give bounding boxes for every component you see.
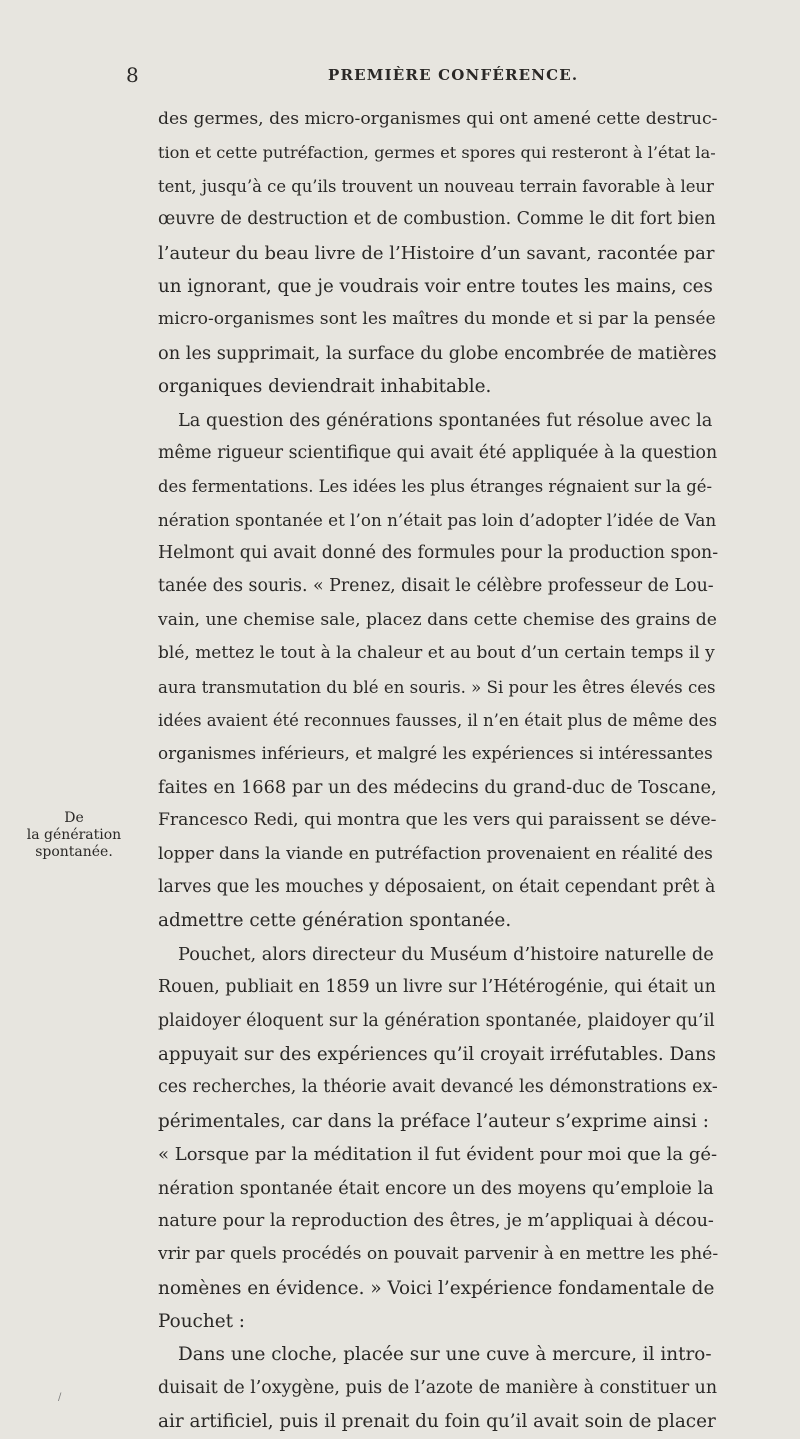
text-line: organiques deviendrait inhabitable. [158, 376, 492, 398]
margin-note-line: spontanée. [35, 844, 113, 860]
text-line: tent, jusqu’à ce qu’ils trouvent un nouveau terrain favorable à leur [158, 176, 714, 196]
text-line: des fermentations. Les idées les plus étranges régnaient sur la gé- [158, 477, 712, 497]
text-line: l’auteur du beau livre de l’Histoire d’un savant, racontée par [158, 242, 715, 264]
text-line: air artificiel, puis il prenait du foin qu’il avait soin de placer [158, 1411, 716, 1433]
text-line: Pouchet, alors directeur du Muséum d’histoire naturelle de [178, 943, 714, 965]
text-line: faites en 1668 par un des médecins du grand-duc de Toscane, [158, 776, 717, 798]
text-line: idées avaient été reconnues fausses, il n’en était plus de même des [158, 711, 718, 731]
text-line: blé, mettez le tout à la chaleur et au bout d’un certain temps il y [158, 643, 715, 664]
margin-note-line: De [64, 810, 84, 826]
text-line: larves que les mouches y déposaient, on était cependant prêt à [158, 876, 716, 897]
text-line: vain, une chemise sale, placez dans cette chemise des grains de [158, 609, 717, 630]
margin-note [18, 810, 130, 861]
text-line: micro-organismes sont les maîtres du monde et si par la pensée [158, 309, 716, 330]
text-line: œuvre de destruction et de combustion. Comme le dit fort bien [158, 209, 716, 230]
text-line: appuyait sur des expériences qu’il croyait irréfutables. Dans [158, 1043, 716, 1065]
text-line: ces recherches, la théorie avait devancé les démonstrations ex- [158, 1077, 718, 1098]
text-line: périmentales, car dans la préface l’auteur s’exprime ainsi : [158, 1110, 709, 1132]
page-number: 8 [126, 63, 139, 87]
margin-note-line: la génération [26, 827, 122, 843]
text-line: tion et cette putréfaction, germes et spores qui resteront à l’état la- [158, 143, 716, 163]
text-line: lopper dans la viande en putréfaction provenaient en réalité des [158, 843, 713, 864]
text-line: un ignorant, que je voudrais voir entre toutes les mains, ces [158, 275, 713, 297]
text-line: nération spontanée et l’on n’était pas loin d’adopter l’idée de Van [158, 509, 717, 530]
running-title: PREMIÈRE CONFÉRENCE. [328, 66, 579, 84]
text-line: tanée des souris. « Prenez, disait le célèbre professeur de Lou- [158, 576, 714, 597]
page-header [0, 60, 800, 90]
text-line: Francesco Redi, qui montra que les vers qui paraissent se déve- [158, 810, 717, 831]
text-line: même rigueur scientifique qui avait été appliquée à la question [158, 442, 718, 463]
text-line: Rouen, publiait en 1859 un livre sur l’Hétérogénie, qui était un [158, 977, 716, 998]
body-text [158, 103, 718, 1439]
text-line: nération spontanée était encore un des moyens qu’emploie la [158, 1177, 714, 1199]
text-line: admettre cette génération spontanée. [158, 910, 512, 932]
text-line: plaidoyer éloquent sur la génération spontanée, plaidoyer qu’il [158, 1010, 715, 1031]
text-line: « Lorsque par la méditation il fut évident pour moi que la gé- [158, 1144, 718, 1166]
text-line: on les supprimait, la surface du globe encombrée de matières [158, 342, 717, 364]
text-line: Pouchet : [158, 1311, 246, 1333]
text-line: nomènes en évidence. » Voici l’expérience fondamentale de [158, 1277, 715, 1299]
text-line: nature pour la reproduction des êtres, je m’appliquai à décou- [158, 1210, 714, 1231]
text-line: Helmont qui avait donné des formules pour la production spon- [158, 543, 718, 564]
text-line: Dans une cloche, placée sur une cuve à mercure, il intro- [178, 1344, 712, 1366]
stray-mark: / [58, 1392, 62, 1403]
text-line: vrir par quels procédés on pouvait parvenir à en mettre les phé- [158, 1244, 718, 1265]
text-line: duisait de l’oxygène, puis de l’azote de manière à constituer un [158, 1377, 718, 1398]
text-line: La question des générations spontanées fut résolue avec la [178, 409, 713, 431]
text-line: aura transmutation du blé en souris. » Si pour les êtres élevés ces [158, 677, 716, 697]
text-line: des germes, des micro-organismes qui ont amené cette destruc- [158, 109, 718, 129]
text-line: organismes inférieurs, et malgré les expériences si intéressantes [158, 743, 713, 764]
